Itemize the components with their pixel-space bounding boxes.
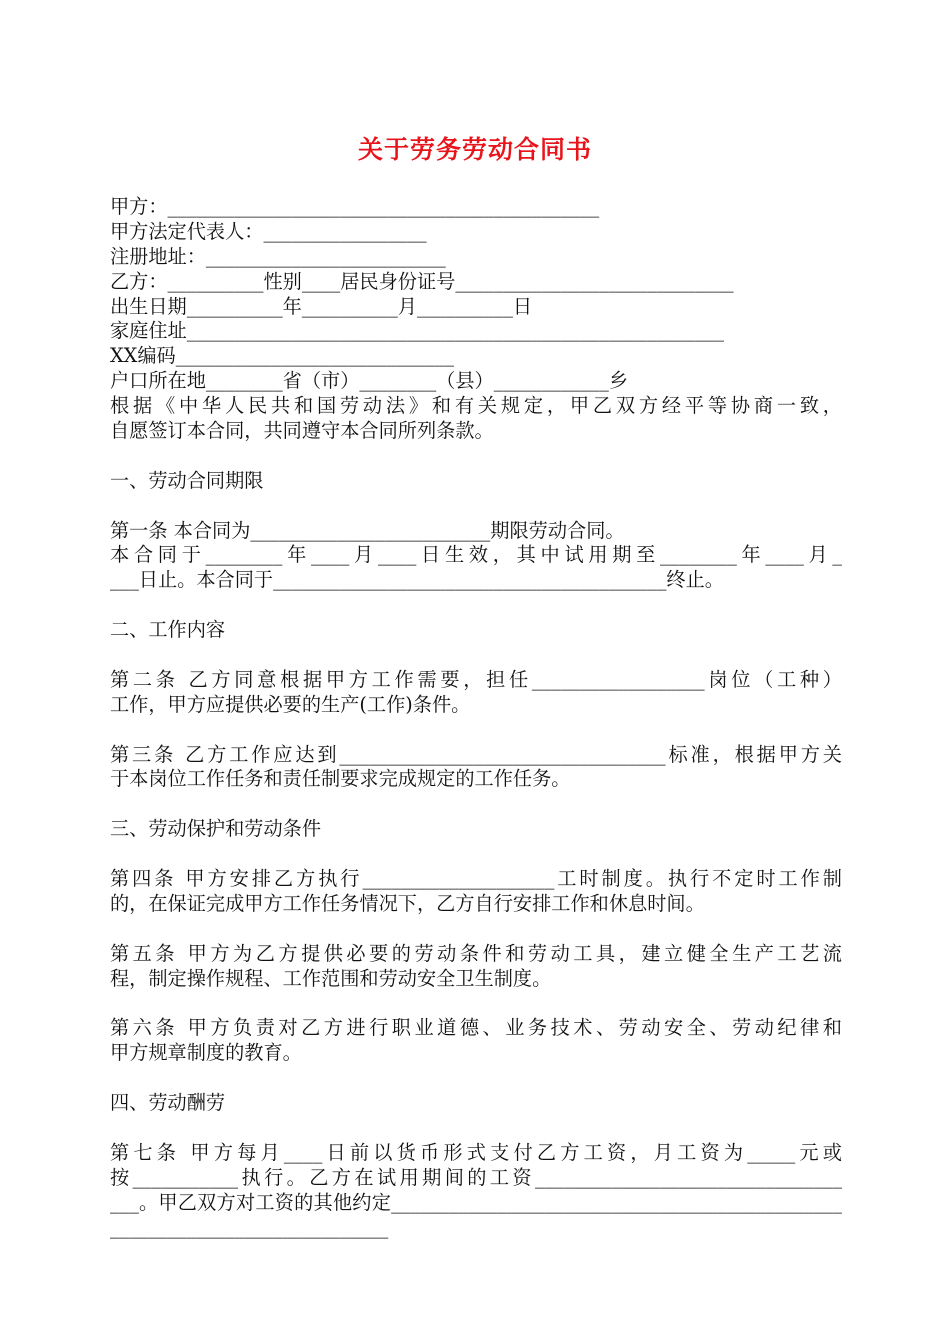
article-7-line: 按___________执行。乙方在试用期间的工资________________________________ <box>110 1165 842 1189</box>
article-2-line: 工作，甲方应提供必要的生产(工作)条件。 <box>110 692 471 716</box>
article-4-line: 的，在保证完成甲方工作任务情况下，乙方自行安排工作和休息时间。 <box>110 891 705 915</box>
xx-code-line: XX编码_____________________________ <box>110 344 454 368</box>
section-heading: 二、工作内容 <box>110 618 226 642</box>
article-6-line: 甲方规章制度的教育。 <box>110 1041 302 1065</box>
registered-address-line: 注册地址：_________________________ <box>110 244 446 268</box>
party-a-representative-line: 甲方法定代表人：_________________ <box>110 219 427 243</box>
intro-paragraph-line: 根据《中华人民共和国劳动法》和有关规定，甲乙双方经平等协商一致， <box>110 394 842 418</box>
article-1-line: ___日止。本合同于_________________________________________终止。 <box>110 568 724 592</box>
document-title: 关于劳务劳动合同书 <box>357 135 592 164</box>
home-address-line: 家庭住址________________________________________________________ <box>110 319 724 343</box>
contract-body <box>110 195 842 1240</box>
article-4-line: 第四条 甲方安排乙方执行____________________工时制度。执行不定时工作制 <box>110 867 842 891</box>
article-6-line: 第六条 甲方负责对乙方进行职业道德、业务技术、劳动安全、劳动纪律和 <box>110 1016 842 1040</box>
article-7-line: ___。甲乙双方对工资的其他约定_______________________________________________ <box>110 1190 842 1214</box>
section-heading: 四、劳动酬劳 <box>110 1091 226 1115</box>
party-b-line: 乙方：__________性别____居民身份证号_____________________________ <box>110 269 734 293</box>
article-2-line: 第二条 乙方同意根据甲方工作需要，担任__________________岗位（工种） <box>110 667 842 691</box>
article-3-line: 第三条 乙方工作应达到__________________________________标准，根据甲方关 <box>110 742 842 766</box>
hukou-line: 户口所在地________省（市）________（县）____________乡 <box>110 369 629 393</box>
section-heading: 一、劳动合同期限 <box>110 468 264 492</box>
article-1-line: 第一条 本合同为_________________________期限劳动合同。 <box>110 518 625 542</box>
article-7-line: _____________________________ <box>110 1215 389 1239</box>
article-7-line: 第七条 甲方每月____日前以货币形式支付乙方工资，月工资为_____元或 <box>110 1140 842 1164</box>
article-5-line: 第五条 甲方为乙方提供必要的劳动条件和劳动工具，建立健全生产工艺流 <box>110 941 842 965</box>
article-3-line: 于本岗位工作任务和责任制要求完成规定的工作任务。 <box>110 767 571 791</box>
article-1-line: 本合同于________年____月____日生效，其中试用期至________年____月_ <box>110 543 842 567</box>
intro-paragraph-line: 自愿签订本合同，共同遵守本合同所列条款。 <box>110 419 494 443</box>
party-a-line: 甲方：_____________________________________________ <box>110 195 600 218</box>
birth-date-line: 出生日期__________年__________月__________日 <box>110 294 533 318</box>
section-heading: 三、劳动保护和劳动条件 <box>110 817 322 841</box>
article-5-line: 程，制定操作规程、工作范围和劳动安全卫生制度。 <box>110 966 552 990</box>
